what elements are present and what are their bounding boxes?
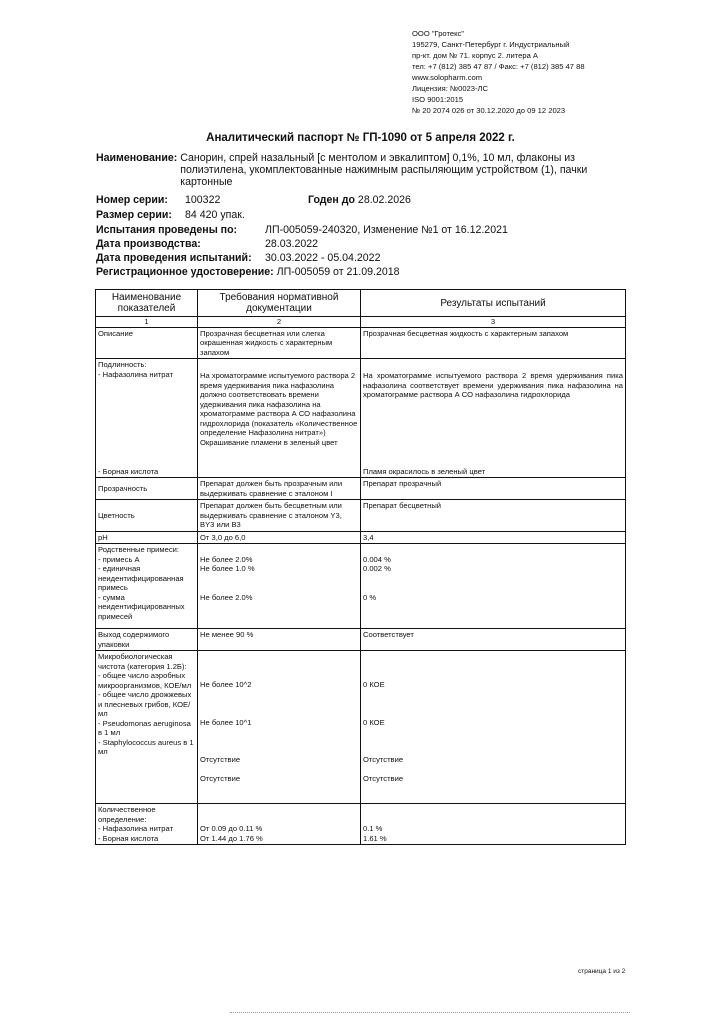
production-date-label: Дата производства: — [96, 238, 201, 250]
col-number-1: 1 — [96, 317, 198, 328]
company-header — [412, 28, 585, 116]
tests-value: ЛП-005059-240320, Изменение №1 от 16.12.2021 — [265, 224, 508, 236]
page-number: страница 1 из 2 — [578, 968, 626, 975]
production-date-value: 28.03.2022 — [265, 238, 319, 250]
row-volume-result: Соответствует — [361, 629, 626, 651]
batch-label: Номер серии: — [96, 194, 168, 206]
company-website: www.solopharm.com — [412, 73, 483, 82]
row-assay-req: От 0.09 до 0.11 % От 1.44 до 1.76 % — [198, 804, 361, 845]
table-row — [96, 478, 626, 500]
row-micro-result: 0 КОЕ 0 КОЕ Отсутствие Отсутствие — [361, 651, 626, 804]
company-name: ООО "Гротекс" — [412, 29, 465, 38]
row-volume-label: Выход содержимого упаковки — [96, 629, 198, 651]
table-row — [96, 544, 626, 629]
row-ph-req: От 3,0 до 6,0 — [198, 531, 361, 544]
row-identity-label: Подлинность: - Нафазолина нитрат - Борная кислота — [96, 359, 198, 478]
col-number-2: 2 — [198, 317, 361, 328]
row-micro-label: Микробиологическая чистота (категория 1.2Б): - общее число аэробных микроорганизмов, КОЕ/мл - общее число дрожжевых и плесневых грибов, КОЕ/мл - Pseudomonas aeruginosa в 1 мл - Staphylococcus aureus в 1 мл — [96, 651, 198, 804]
table-row — [96, 804, 626, 845]
row-clarity-result: Препарат прозрачный — [361, 478, 626, 500]
product-name-label: Наименование: — [96, 152, 178, 164]
document-title: Аналитический паспорт № ГП-1090 от 5 апреля 2022 г. — [206, 132, 515, 144]
row-color-result: Препарат бесцветный — [361, 500, 626, 532]
row-impurities-req: Не более 2.0% Не более 1.0 % Не более 2.0% — [198, 544, 361, 629]
table-row — [96, 629, 626, 651]
company-address-2: пр-кт. дом № 71. корпус 2. литера А — [412, 51, 538, 60]
tests-label: Испытания проведены по: — [96, 224, 238, 236]
product-name-value: Санорин, спрей назальный [с ментолом и эвкалиптом] 0,1%, 10 мл, флаконы из полиэтилена, укомплектованные нажимным распыляющим устройством (1), пачки картонные — [180, 152, 588, 188]
scan-artifact — [230, 1012, 630, 1016]
row-color-req: Препарат должен быть бесцветным или выдерживать сравнение с эталоном Y3, BY3 или B3 — [198, 500, 361, 532]
batch-size-label: Размер серии: — [96, 209, 172, 221]
header-results: Результаты испытаний — [361, 290, 626, 317]
table-row — [96, 359, 626, 478]
table-header-row — [96, 290, 626, 317]
header-indicator: Наименование показателей — [96, 290, 198, 317]
row-impurities-label: Родственные примеси: - примесь А - единичная неидентифицированная примесь - сумма неидентифицированных примесей — [96, 544, 198, 629]
row-identity-result: На хроматограмме испытуемого раствора 2 время удерживания пика нафазолина соответствует времени удерживания пика нафазолина на хроматограмме раствора А СО нафазолина гидрохлорида Пламя окрасилось в зеленый цвет — [361, 359, 626, 478]
batch-value: 100322 — [185, 194, 221, 206]
row-assay-label: Количественное определение: - Нафазолина нитрат - Борная кислота — [96, 804, 198, 845]
row-description-req: Прозрачная бесцветная или слегка окрашенная жидкость с характерным запахом — [198, 327, 361, 359]
col-number-3: 3 — [361, 317, 626, 328]
row-description-result: Прозрачная бесцветная жидкость с характерным запахом — [361, 327, 626, 359]
company-iso: ISO 9001:2015 — [412, 95, 464, 104]
row-clarity-label: Прозрачность — [96, 478, 198, 500]
company-address-1: 195279, Санкт-Петербург г. Индустриальный — [412, 40, 570, 49]
test-dates-label: Дата проведения испытаний: — [96, 252, 252, 264]
header-requirements: Требования нормативной документации — [198, 290, 361, 317]
table-row — [96, 651, 626, 804]
row-micro-req: Не более 10^2 Не более 10^1 Отсутствие Отсутствие — [198, 651, 361, 804]
row-identity-req: На хроматограмме испытуемого раствора 2 время удерживания пика нафазолина должно соответствовать времени удерживания пика нафазолина на хроматограмме раствора А СО нафазолина гидрохлорида (показатель «Количественное определение Нафазолина нитрат») Окрашивание пламени в зеленый цвет — [198, 359, 361, 478]
company-certificate: № 20 2074 026 от 30.12.2020 до 09 12 2023 — [412, 106, 566, 115]
test-dates-value: 30.03.2022 - 05.04.2022 — [265, 252, 381, 264]
company-phone: тел: +7 (812) 385 47 87 / Факс: +7 (812) 385 47 88 — [412, 62, 585, 71]
batch-size-value: 84 420 упак. — [185, 209, 245, 221]
company-license: Лицензия: №0023-ЛС — [412, 84, 488, 93]
results-table — [95, 289, 626, 845]
row-ph-label: pH — [96, 531, 198, 544]
expiry-row: Годен до 28.02.2026 — [308, 194, 411, 206]
table-row — [96, 500, 626, 532]
table-number-row — [96, 317, 626, 328]
row-impurities-result: 0.004 % 0.002 % 0 % — [361, 544, 626, 629]
product-name-row — [96, 152, 616, 188]
row-ph-result: 3,4 — [361, 531, 626, 544]
row-clarity-req: Препарат должен быть прозрачным или выдерживать сравнение с эталоном I — [198, 478, 361, 500]
registration-row: Регистрационное удостоверение: ЛП-005059 от 21.09.2018 — [96, 266, 400, 278]
row-description-label: Описание — [96, 327, 198, 359]
table-row — [96, 531, 626, 544]
row-assay-result: 0.1 % 1.61 % — [361, 804, 626, 845]
row-color-label: Цветность — [96, 500, 198, 532]
table-row — [96, 327, 626, 359]
row-volume-req: Не менее 90 % — [198, 629, 361, 651]
